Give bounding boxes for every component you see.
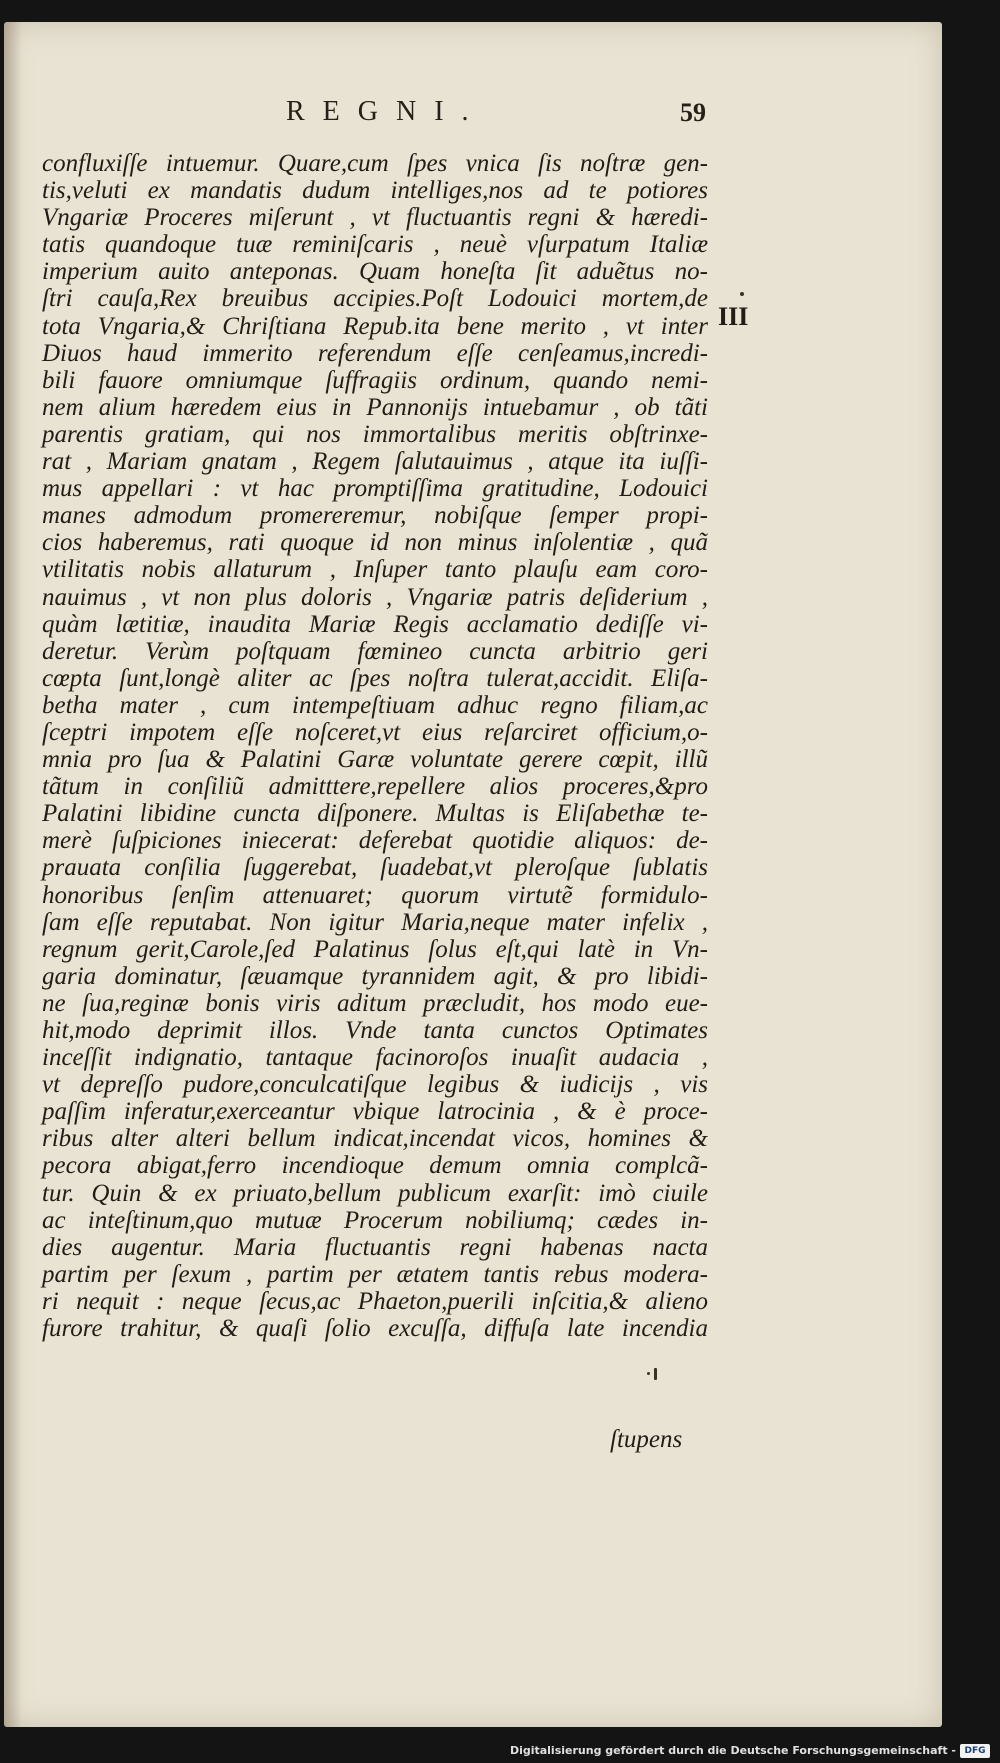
- text-line: Diuos haud immerito referendum eſſe cenſeamus,incredi-: [42, 339, 708, 367]
- text-line: prauata conſilia ſuggerebat, ſuadebat,vt pleroſque ſublatis: [42, 854, 708, 882]
- text-line: ribus alter alteri bellum indicat,incendat vicos, homines &: [42, 1125, 708, 1153]
- text-line: deretur. Verùm poſtquam fœmineo cuncta arbitrio geri: [42, 637, 708, 665]
- text-line: honoribus ſenſim attenuaret; quorum virtutẽ formidulo-: [42, 881, 708, 909]
- dfg-logo: DFG: [960, 1744, 990, 1758]
- text-line: nem alium hæredem eius in Pannonijs intuebamur , ob tãti: [42, 393, 708, 421]
- text-line: tãtum in conſiliũ admitttere,repellere alios proceres,&pro: [42, 773, 708, 801]
- text-line: merè ſuſpiciones iniecerat: deferebat quotidie aliquos: de-: [42, 827, 708, 855]
- text-line: parentis gratiam, qui nos immortalibus meritis obſtrinxe-: [42, 420, 708, 448]
- text-line: cios haberemus, rati quoque id non minus inſolentiæ , quã: [42, 529, 708, 557]
- catchword: ſtupens: [610, 1426, 683, 1453]
- text-line: imperium auito anteponas. Quam honeſta ſit aduẽtus no-: [42, 258, 708, 286]
- text-line: bili fauore omniumque ſuffragiis ordinum, quando nemi-: [42, 366, 708, 394]
- text-line: quàm lætitiæ, inaudita Mariæ Regis acclamatio dediſſe vi-: [42, 610, 708, 638]
- text-line: garia dominatur, ſæuamque tyrannidem agit, & pro libidi-: [42, 962, 708, 990]
- text-line: vt depreſſo pudore,conculcatiſque legibus & iudicijs , vis: [42, 1071, 708, 1099]
- text-line: hit,modo deprimit illos. Vnde tanta cunctos Optimates: [42, 1017, 708, 1044]
- text-line: regnum gerit,Carole,ſed Palatinus ſolus eſt,qui latè in Vn-: [42, 935, 708, 963]
- signature-mark: III: [718, 302, 749, 331]
- text-line: mnia pro ſua & Palatini Garæ voluntate gerere cœpit, illũ: [42, 746, 708, 774]
- text-line: pecora abigat,ferro incendioque demum omnia complcã-: [42, 1152, 708, 1180]
- text-line: Palatini libidine cuncta diſponere. Multas is Eliſabethæ te-: [42, 800, 708, 828]
- text-line: ſceptri impotem eſſe noſceret,vt eius reſarciret officium,o-: [42, 718, 708, 746]
- text-line: ac inteſtinum,quo mutuæ Procerum nobiliumq; cædes in-: [42, 1206, 708, 1234]
- text-line: tatis quandoque tuæ reminiſcaris , neuè vſurpatum Italiæ: [42, 231, 708, 259]
- text-line: dies augentur. Maria fluctuantis regni habenas nacta: [42, 1233, 708, 1261]
- text-line: Vngariæ Proceres miſerunt , vt fluctuantis regni & hæredi-: [42, 204, 708, 232]
- gutter-shadow: [4, 22, 22, 1727]
- text-line: ſam eſſe reputabat. Non igitur Maria,neque mater infelix ,: [42, 908, 708, 936]
- digitization-credit: Digitalisierung gefördert durch die Deutsche Forschungsgemeinschaft -: [509, 1744, 956, 1757]
- text-line: furore trahitur, & quaſi ſolio excuſſa, diffuſa late incendia: [42, 1315, 708, 1343]
- text-line: partim per ſexum , partim per ætatem tantis rebus modera-: [42, 1260, 708, 1288]
- text-line: tota Vngaria,& Chriſtiana Repub.ita bene merito , vt inter: [42, 312, 708, 340]
- text-line: cœpta ſunt,longè aliter ac ſpes noſtra tulerat,accidit. Eliſa-: [42, 664, 708, 692]
- ink-speck: [740, 292, 744, 296]
- ink-speck: [654, 1368, 657, 1380]
- text-line: betha mater , cum intempeſtiuam adhuc regno filiam,ac: [42, 691, 708, 719]
- running-head: REGNI.: [286, 96, 487, 127]
- text-line: ſtri cauſa,Rex breuibus accipies.Poſt Lodouici mortem,de: [42, 285, 708, 313]
- text-line: confluxiſſe intuemur. Quare,cum ſpes vnica ſis noſtræ gen-: [42, 150, 708, 177]
- book-page: [4, 22, 942, 1727]
- text-line: nauimus , vt non plus doloris , Vngariæ patris deſiderium ,: [42, 583, 708, 611]
- text-line: rat , Mariam gnatam , Regem ſalutauimus , atque ita iuſſi-: [42, 448, 708, 476]
- text-line: vtilitatis nobis allaturum , Inſuper tanto plauſu eam coro-: [42, 556, 708, 584]
- text-line: inceſſit indignatio, tantaque facinoroſos inuaſit audacia ,: [42, 1044, 708, 1072]
- text-line: mus appellari : vt hac promptiſſima gratitudine, Lodouici: [42, 475, 708, 503]
- text-line: manes admodum promereremur, nobiſque ſemper propi-: [42, 502, 708, 530]
- page-number: 59: [680, 98, 706, 127]
- text-line: tur. Quin & ex priuato,bellum publicum exarſit: imò ciuile: [42, 1179, 708, 1207]
- ink-speck: [647, 1372, 650, 1375]
- text-line: tis,veluti ex mandatis dudum intelliges,nos ad te potiores: [42, 177, 708, 205]
- text-line: paſſim inferatur,exerceantur vbique latrocinia , & è proce-: [42, 1098, 708, 1126]
- text-line: ne ſua,reginæ bonis viris aditum præcludit, hos modo eue-: [42, 989, 708, 1017]
- text-line: ri nequit : neque ſecus,ac Phaeton,puerili inſcitia,& alieno: [42, 1287, 708, 1315]
- body-text: [42, 150, 708, 1342]
